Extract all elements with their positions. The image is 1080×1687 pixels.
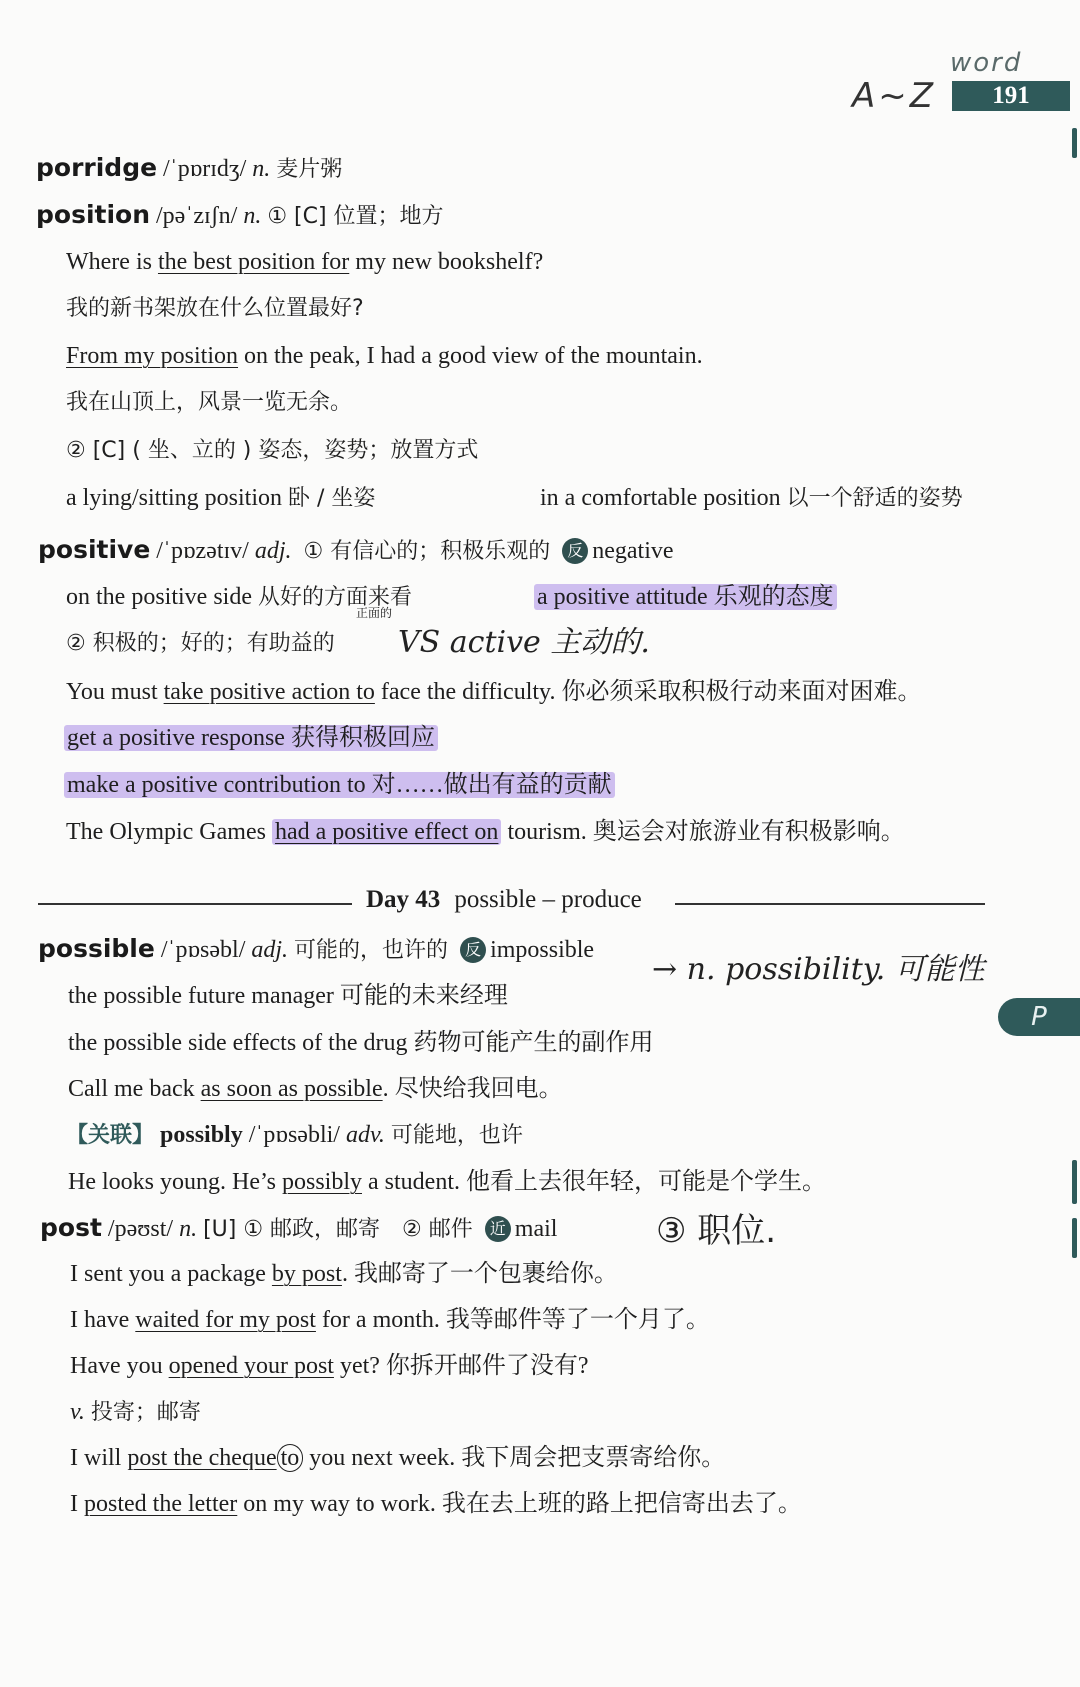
- verb-sense: [70, 1396, 201, 1429]
- underlined-phrase: From my position: [66, 343, 239, 369]
- sense: 投寄；邮寄: [90, 1400, 201, 1425]
- entry-porridge: [36, 152, 342, 186]
- example-sentence: [70, 1304, 710, 1336]
- meaning: 可能地，也许: [390, 1123, 523, 1148]
- example-text: . 我邮寄了一个包裹给你。: [341, 1261, 618, 1287]
- example-text: tourism. 奥运会对旅游业有积极影响。: [501, 819, 905, 845]
- example-phrase: the possible future manager 可能的未来经理: [68, 983, 508, 1009]
- headword: position: [36, 200, 151, 229]
- divider-left: [38, 903, 352, 905]
- entry-positive: [38, 534, 674, 568]
- underlined-phrase: posted the letter: [84, 1491, 238, 1517]
- phrase-translation: 以一个舒适的姿势: [786, 486, 963, 511]
- handwritten-small-note: 正面的: [356, 606, 393, 620]
- example-text: yet? 你拆开邮件了没有?: [333, 1353, 589, 1379]
- divider-right: [675, 903, 985, 905]
- phonetic: /ˈpɒsəbli/: [248, 1122, 340, 1148]
- example-sentence: [68, 1166, 826, 1198]
- example-text: The Olympic Games: [66, 819, 272, 845]
- sense: ② 积极的；好的；有助益的: [66, 631, 335, 656]
- phonetic: /ˈpɒrɪdʒ/: [163, 156, 247, 182]
- sense: ② [C] ( 坐、立的 ) 姿态，姿势；放置方式: [66, 438, 479, 463]
- underlined-phrase: had a positive effect on: [272, 819, 501, 845]
- highlighted-phrase: [534, 581, 837, 613]
- antonym: impossible: [490, 937, 595, 963]
- example-text: Have you: [70, 1353, 169, 1379]
- phonetic: /pəʊst/: [107, 1216, 174, 1242]
- handwritten-note: VS active 主动的.: [398, 625, 650, 660]
- part-of-speech: adv.: [345, 1122, 385, 1148]
- phrase-text: on the positive side: [66, 584, 252, 610]
- phrase-text: in a comfortable position: [540, 485, 781, 511]
- phonetic: /ˈpɒsəbl/: [160, 937, 246, 963]
- underlined-phrase: by post: [271, 1261, 342, 1287]
- underlined-phrase: take positive action to: [163, 679, 375, 705]
- edge-tab-mark: [1072, 1160, 1077, 1204]
- antonym-icon: 反: [460, 937, 486, 963]
- header-word-tag: word: [950, 48, 1023, 78]
- day-heading: [366, 886, 642, 914]
- example-sentence: [70, 1258, 618, 1290]
- example-sentence: [66, 676, 921, 708]
- example-text: my new bookshelf?: [349, 249, 544, 275]
- sense: ① [C] 位置；地方: [267, 204, 444, 229]
- example-text: on my way to work. 我在去上班的路上把信寄出去了。: [237, 1491, 802, 1517]
- page-number: 191: [952, 81, 1070, 111]
- related-headword: possibly: [160, 1122, 243, 1148]
- related-word: [66, 1119, 523, 1152]
- underlined-phrase: opened your post: [168, 1353, 334, 1379]
- highlighted-phrase: [64, 722, 438, 754]
- example-sentence: [70, 1442, 725, 1474]
- part-of-speech: n.: [252, 156, 271, 182]
- part-of-speech: v.: [70, 1399, 85, 1425]
- example-text: He looks young. He’s: [68, 1169, 282, 1195]
- edge-tab-mark: [1072, 128, 1077, 158]
- example-text: you next week. 我下周会把支票寄给你。: [303, 1445, 726, 1471]
- edge-tab-mark: [1072, 1218, 1077, 1258]
- phonetic: /ˈpɒzətɪv/: [156, 538, 249, 564]
- example-text: Call me back: [68, 1076, 201, 1102]
- highlighted-phrase: [64, 769, 615, 801]
- example-translation: 我在山顶上，风景一览无余。: [66, 390, 353, 415]
- part-of-speech: n.: [179, 1216, 198, 1242]
- part-of-speech: n.: [243, 203, 262, 229]
- example-text: You must: [66, 679, 164, 705]
- headword: porridge: [36, 153, 158, 182]
- headword: possible: [38, 934, 155, 963]
- example-text: I: [70, 1491, 84, 1517]
- circled-word: to: [277, 1444, 304, 1472]
- day-range: possible – produce: [454, 886, 642, 913]
- synonym: mail: [514, 1216, 558, 1242]
- highlight: get a positive response 获得积极回应: [64, 725, 438, 751]
- header-range: A~Z: [852, 76, 937, 116]
- entry-possible: [38, 933, 594, 967]
- example-text: on the peak, I had a good view of the mountain.: [238, 343, 703, 369]
- example-sentence: [66, 816, 905, 848]
- entry-post: [40, 1212, 557, 1246]
- handwritten-note: ③ 职位.: [656, 1211, 777, 1251]
- synonym-icon: 近: [485, 1216, 511, 1242]
- example-sentence: [68, 1073, 563, 1105]
- example-phrase: the possible side effects of the drug 药物可能产生的副作用: [68, 1030, 654, 1056]
- example-sentence: [70, 1350, 589, 1382]
- day-label: Day 43: [366, 886, 441, 913]
- meaning: 麦片粥: [276, 157, 343, 182]
- example-text: a student. 他看上去很年轻，可能是个学生。: [362, 1169, 826, 1195]
- example-text: I sent you a package: [70, 1261, 272, 1287]
- sense: 可能的，也许的: [294, 938, 449, 963]
- underlined-phrase: as soon as possible: [200, 1076, 383, 1102]
- section-tab-p: P: [998, 998, 1080, 1036]
- antonym: negative: [592, 538, 674, 564]
- example-text: Where is: [66, 249, 158, 275]
- underlined-phrase: the best position for: [157, 249, 350, 275]
- antonym-icon: 反: [562, 538, 588, 564]
- phrase-translation: 从好的方面来看: [257, 585, 412, 610]
- example-translation: 我的新书架放在什么位置最好?: [66, 296, 364, 321]
- underlined-phrase: post the cheque: [127, 1445, 277, 1471]
- related-tag: 【关联】: [66, 1123, 155, 1148]
- handwritten-note: → n. possibility. 可能性: [652, 952, 985, 987]
- example-sentence: [66, 246, 543, 278]
- example-text: for a month. 我等邮件等了一个月了。: [315, 1307, 710, 1333]
- example-sentence: [70, 1488, 802, 1520]
- highlight: a positive attitude 乐观的态度: [534, 584, 837, 610]
- example-sentence: [66, 340, 703, 372]
- highlight: make a positive contribution to 对……做出有益的贡献: [64, 772, 615, 798]
- headword: post: [40, 1213, 102, 1242]
- phrase: [66, 482, 375, 515]
- sense: ① 有信心的；积极乐观的: [303, 539, 551, 564]
- phrase-translation: 卧 / 坐姿: [288, 486, 376, 511]
- part-of-speech: adj.: [254, 538, 292, 564]
- underlined-phrase: possibly: [281, 1169, 362, 1195]
- part-of-speech: adj.: [251, 937, 289, 963]
- underlined-phrase: waited for my post: [135, 1307, 316, 1333]
- phrase-text: a lying/sitting position: [66, 485, 283, 511]
- example-text: I will: [70, 1445, 128, 1471]
- phonetic: /pəˈzɪʃn/: [156, 203, 238, 229]
- entry-position: [36, 199, 444, 233]
- example-text: I have: [70, 1307, 136, 1333]
- phrase: [540, 482, 963, 515]
- example-text: face the difficulty. 你必须采取积极行动来面对困难。: [374, 679, 922, 705]
- example-text: . 尽快给我回电。: [382, 1076, 563, 1102]
- sense: [U] ① 邮政，邮寄 ② 邮件: [203, 1217, 473, 1242]
- headword: positive: [38, 535, 151, 564]
